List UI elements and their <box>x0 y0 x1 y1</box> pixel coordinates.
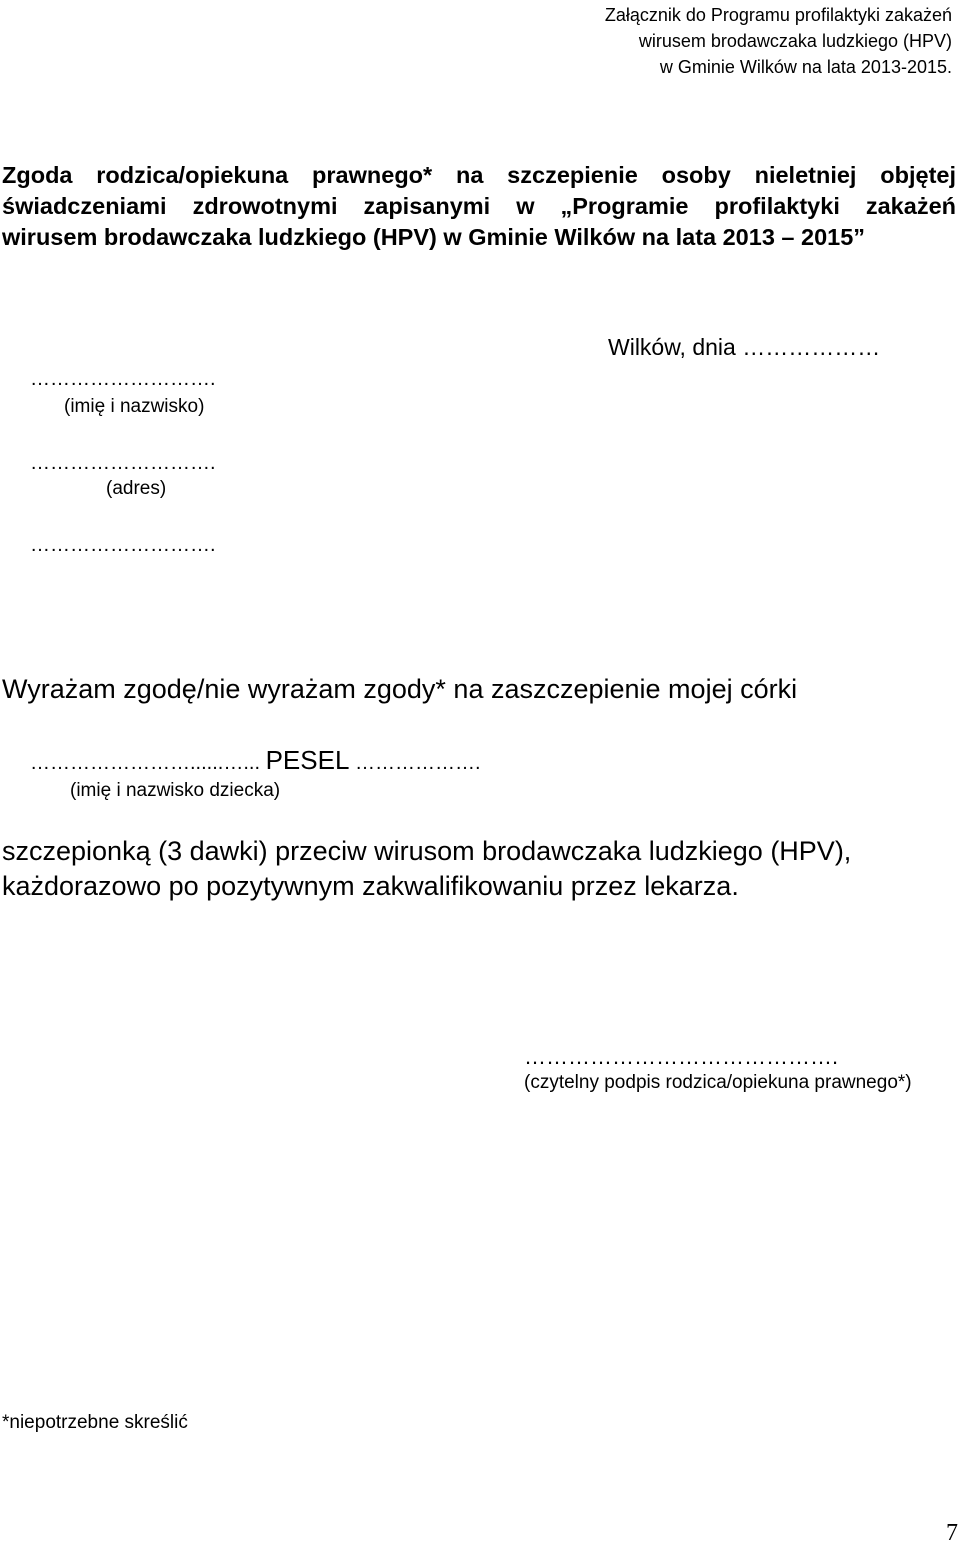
child-name-field[interactable]: ……………………......…... <box>30 752 266 774</box>
title-line-2: świadczeniami zdrowotnymi zapisanymi w „Programie profilaktyki zakażeń <box>2 193 956 219</box>
parent-name-caption: (imię i nazwisko) <box>64 396 205 417</box>
address-caption: (adres) <box>106 478 167 499</box>
footnote: *niepotrzebne skreślić <box>2 1412 188 1433</box>
page-number: 7 <box>946 1520 958 1546</box>
signature-caption: (czytelny podpis rodzica/opiekuna prawnego*) <box>524 1072 912 1093</box>
annex-line-1: Załącznik do Programu profilaktyki zakażeń <box>604 5 952 25</box>
annex-line-3: w Gminie Wilków na lata 2013-2015. <box>659 57 952 77</box>
title-line-3: wirusem brodawczaka ludzkiego (HPV) w Gminie Wilków na lata 2013 – 2015” <box>2 224 866 250</box>
address-field-line-1[interactable]: ………………………. <box>30 452 216 474</box>
document-title <box>2 160 956 253</box>
consent-statement: Wyrażam zgodę/nie wyrażam zgody* na zaszczepienie mojej córki <box>2 674 798 704</box>
child-line <box>30 745 481 776</box>
vaccine-statement: szczepionką (3 dawki) przeciw wirusom brodawczaka ludzkiego (HPV), każdorazowo po pozytywnym zakwalifikowaniu przez lekarza. <box>2 836 852 901</box>
parent-name-field[interactable]: ………………………. <box>30 368 216 390</box>
pesel-field[interactable]: ………………. <box>349 752 481 774</box>
signature-field[interactable]: ……………………………………. <box>524 1044 839 1069</box>
annex-line-2: wirusem brodawczaka ludzkiego (HPV) <box>638 31 952 51</box>
annex-header <box>605 2 952 80</box>
title-line-1: Zgoda rodzica/opiekuna prawnego* na szczepienie osoby nieletniej objętej <box>2 162 956 188</box>
address-field-line-2[interactable]: ………………………. <box>30 534 216 556</box>
place-date-field[interactable]: Wilków, dnia ……………… <box>608 334 881 360</box>
child-name-caption: (imię i nazwisko dziecka) <box>70 780 281 801</box>
pesel-label: PESEL <box>265 745 350 775</box>
